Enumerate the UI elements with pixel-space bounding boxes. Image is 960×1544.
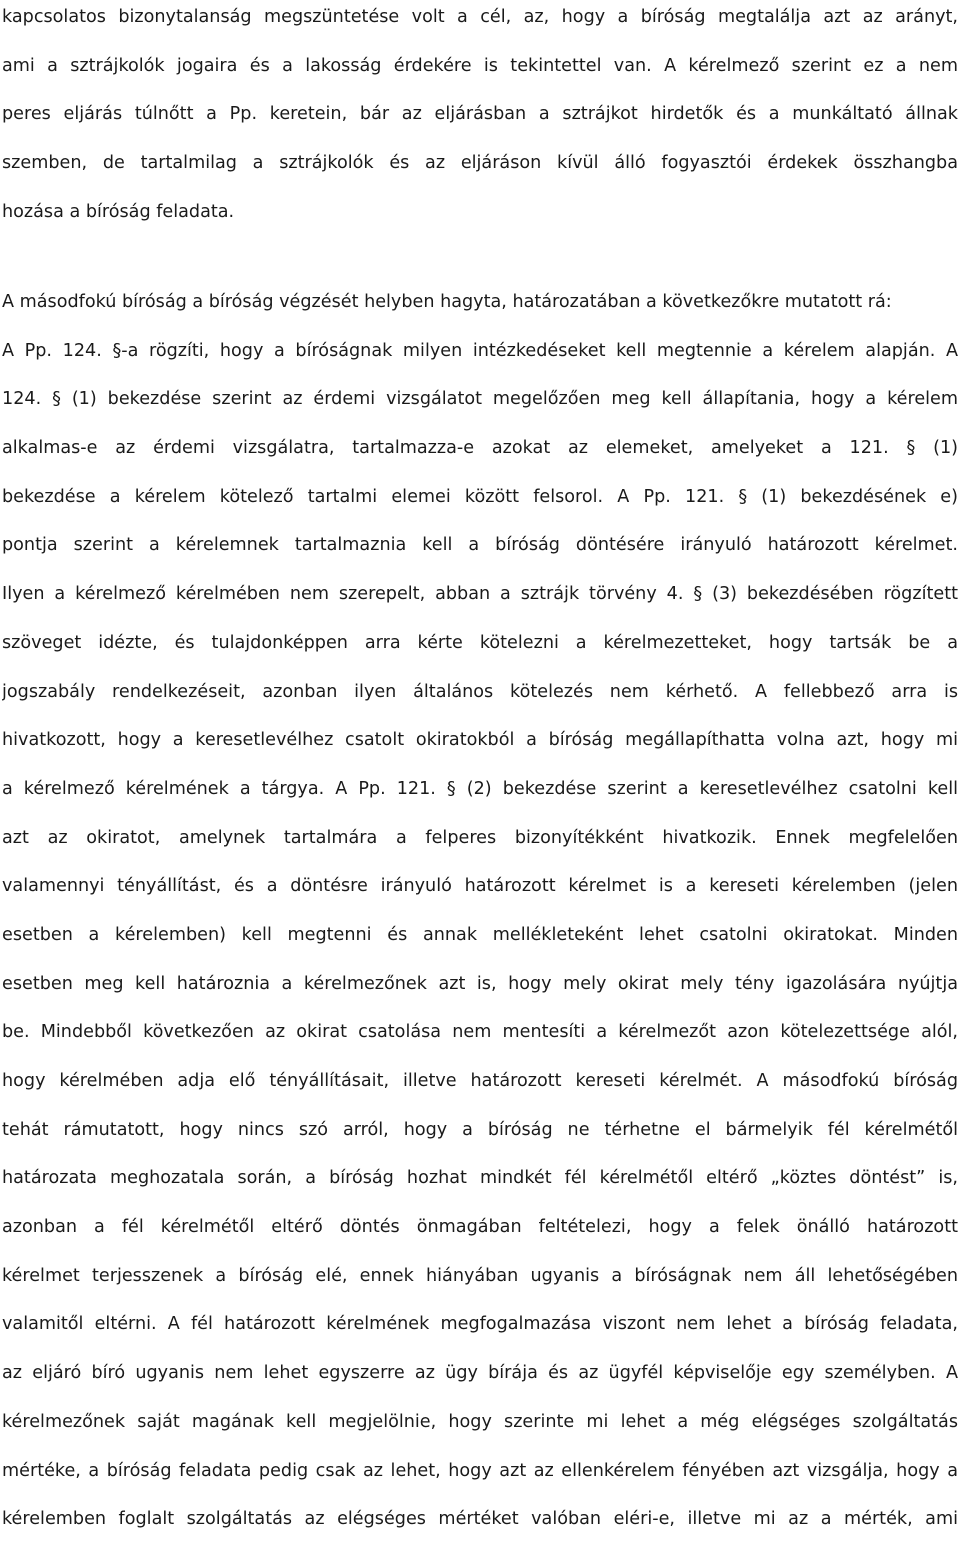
text-line: ami a sztrájkolók jogaira és a lakosság érdekére is tekintettel van. A kérelmező szerint ez a nem	[2, 55, 958, 76]
text-line: hivatkozott, hogy a keresetlevélhez csatolt okiratokból a bíróság megállapíthatta volna azt, hogy mi	[2, 730, 958, 751]
text-line: Ilyen a kérelmező kérelmében nem szerepelt, abban a sztrájk törvény 4. § (3) bekezdésében rögzített	[2, 584, 958, 605]
text-line: bekezdése a kérelem kötelező tartalmi elemei között felsorol. A Pp. 121. § (1) bekezdésének e)	[2, 486, 958, 507]
text-line: A másodfokú bíróság a bíróság végzését helyben hagyta, határozatában a következőkre mutatott rá:	[2, 292, 892, 312]
text-line: tehát rámutatott, hogy nincs szó arról, hogy a bíróság ne térhetne el bármelyik fél kérelmétől	[2, 1119, 958, 1140]
text-line: mértéke, a bíróság feladata pedig csak az lehet, hogy azt az ellenkérelem fényében azt vizsgálja, hogy a	[2, 1460, 958, 1481]
text-line: az eljáró bíró ugyanis nem lehet egyszerre az ügy bírája és az ügyfél képviselője egy személyben. A	[2, 1363, 958, 1384]
text-line: esetben a kérelemben) kell megtenni és annak mellékleteként lehet csatolni okiratokat. Minden	[2, 924, 958, 945]
text-line: azt az okiratot, amelynek tartalmára a felperes bizonyítékként hivatkozik. Ennek megfelelően	[2, 827, 958, 848]
text-line: szöveget idézte, és tulajdonképpen arra kérte kötelezni a kérelmezetteket, hogy tartsák be a	[2, 632, 958, 653]
text-line: szemben, de tartalmilag a sztrájkolók és az eljáráson kívül álló fogyasztói érdekek összhangba	[2, 153, 958, 174]
text-line: jogszabály rendelkezéseit, azonban ilyen általános kötelezés nem kérhető. A fellebbező arra is	[2, 681, 958, 702]
text-line: határozata meghozatala során, a bíróság hozhat mindkét fél kérelmétől eltérő „köztes döntést” is,	[2, 1168, 958, 1189]
text-line: kérelemben foglalt szolgáltatás az elégséges mértéket valóban eléri-e, illetve mi az a mérték, ami	[2, 1509, 958, 1530]
text-line: a kérelmező kérelmének a tárgya. A Pp. 121. § (2) bekezdése szerint a keresetlevélhez csatolni kell	[2, 778, 958, 799]
text-line: valamitől eltérni. A fél határozott kérelmének megfogalmazása viszont nem lehet a bíróság feladata,	[2, 1314, 958, 1335]
text-line: alkalmas-e az érdemi vizsgálatra, tartalmazza-e azokat az elemeket, amelyeket a 121. § (1)	[2, 438, 958, 459]
text-line: hozása a bíróság feladata.	[2, 201, 235, 222]
text-line: be. Mindebből következően az okirat csatolása nem mentesíti a kérelmezőt azon kötelezettsége alól,	[2, 1022, 958, 1043]
text-line: esetben meg kell határoznia a kérelmezőnek azt is, hogy mely okirat mely tény igazolására nyújtja	[2, 973, 958, 994]
paragraph-2	[2, 278, 958, 1544]
text-line: hogy kérelmében adja elő tényállításait, illetve határozott kereseti kérelmét. A másodfokú bíróság	[2, 1071, 958, 1091]
text-line: kérelmezőnek saját magának kell megjelölnie, hogy szerinte mi lehet a még elégséges szolgáltatás	[2, 1411, 958, 1432]
text-line: pontja szerint a kérelemnek tartalmaznia kell a bíróság döntésére irányuló határozott kérelmet.	[2, 535, 958, 556]
text-line: 124. § (1) bekezdése szerint az érdemi vizsgálatot megelőzően meg kell állapítania, hogy a kérelem	[2, 389, 958, 410]
text-line: valamennyi tényállítást, és a döntésre irányuló határozott kérelmet is a kereseti kérelemben (jelen	[2, 876, 958, 897]
text-line: kapcsolatos bizonytalanság megszüntetése volt a cél, az, hogy a bíróság megtalálja azt az arányt,	[2, 7, 958, 27]
text-line: azonban a fél kérelmétől eltérő döntés önmagában feltételezi, hogy a felek önálló határozott	[2, 1217, 958, 1238]
text-line: peres eljárás túlnőtt a Pp. keretein, bár az eljárásban a sztrájkot hirdetők és a munkáltató állnak	[2, 104, 958, 125]
paragraph-1	[2, 0, 958, 236]
text-line: kérelmet terjesszenek a bíróság elé, ennek hiányában ugyanis a bíróságnak nem áll lehetőségében	[2, 1265, 958, 1286]
text-line: A Pp. 124. §-a rögzíti, hogy a bíróságnak milyen intézkedéseket kell megtennie a kérelem alapján. A	[2, 340, 958, 361]
